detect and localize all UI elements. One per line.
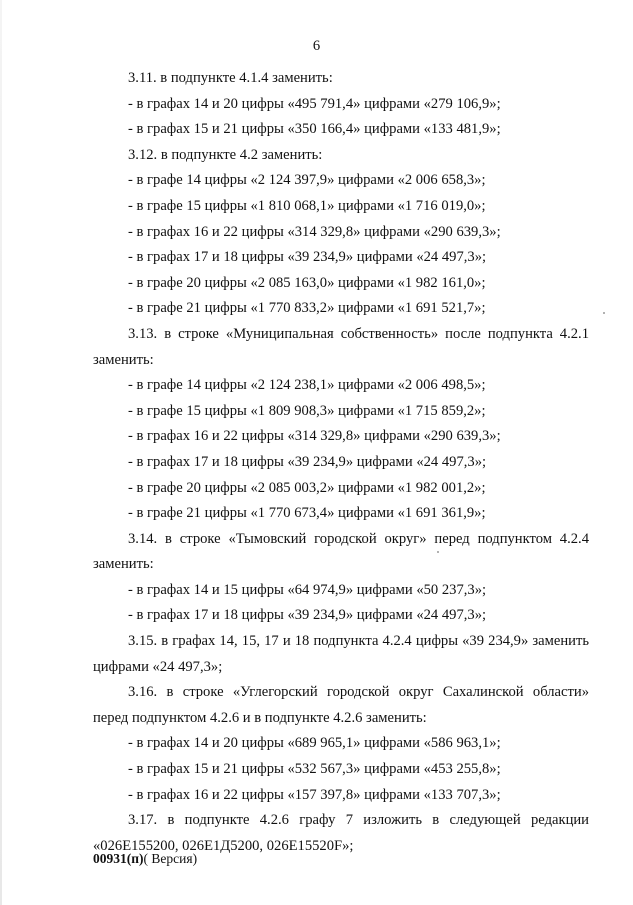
replacement-line: - в графах 17 и 18 цифры «39 234,9» цифрами «24 497,3»;	[128, 249, 487, 266]
replacement-line: - в графе 14 цифры «2 124 238,1» цифрами «2 006 498,5»;	[128, 377, 486, 394]
item-heading-3-13: 3.13. в строке «Муниципальная собственность» после подпункта 4.2.1	[128, 325, 589, 342]
item-heading-3-16: 3.16. в строке «Углегорский городской округ Сахалинской области»	[128, 684, 589, 701]
replacement-line: - в графе 21 цифры «1 770 833,2» цифрами «1 691 521,7»;	[128, 300, 486, 317]
replacement-line: - в графах 17 и 18 цифры «39 234,9» цифрами «24 497,3»;	[128, 453, 487, 470]
item-heading-3-17: 3.17. в подпункте 4.2.6 графу 7 изложить в следующей редакции	[128, 812, 589, 829]
document-version: ( Версия)	[143, 851, 198, 866]
replacement-line: - в графах 17 и 18 цифры «39 234,9» цифрами «24 497,3»;	[128, 607, 487, 624]
item-heading-3-17-continuation: «026Е155200, 026Е1Д5200, 026Е15520F»;	[93, 837, 354, 854]
replacement-line: - в графах 15 и 21 цифры «532 567,3» цифрами «453 255,8»;	[128, 761, 501, 778]
scan-speck	[437, 551, 439, 553]
replacement-line: - в графах 14 и 20 цифры «689 965,1» цифрами «586 963,1»;	[128, 735, 501, 752]
item-heading-3-15: 3.15. в графах 14, 15, 17 и 18 подпункта 4.2.4 цифры «39 234,9» заменить	[128, 633, 589, 650]
page-number: 6	[312, 38, 321, 54]
replacement-line: - в графе 20 цифры «2 085 163,0» цифрами «1 982 161,0»;	[128, 274, 486, 291]
document-body	[93, 66, 589, 859]
replacement-line: - в графе 15 цифры «1 809 908,3» цифрами «1 715 859,2»;	[128, 402, 486, 419]
replacement-line: - в графе 20 цифры «2 085 003,2» цифрами «1 982 001,2»;	[128, 479, 486, 496]
item-heading-3-14-continuation: заменить:	[93, 556, 154, 573]
document-footer	[93, 850, 197, 868]
replacement-line: - в графах 15 и 21 цифры «350 166,4» цифрами «133 481,9»;	[128, 121, 501, 138]
page-edge-shadow	[0, 0, 2, 905]
item-heading-3-13-continuation: заменить:	[93, 351, 154, 368]
item-heading-3-12: 3.12. в подпункте 4.2 заменить:	[128, 146, 323, 163]
replacement-line: - в графах 14 и 15 цифры «64 974,9» цифрами «50 237,3»;	[128, 581, 487, 598]
item-heading-3-11: 3.11. в подпункте 4.1.4 заменить:	[128, 70, 333, 86]
item-heading-3-16-continuation: перед подпунктом 4.2.6 и в подпункте 4.2.6 заменить:	[93, 709, 427, 726]
scan-speck	[603, 312, 605, 314]
replacement-line: - в графах 16 и 22 цифры «314 329,8» цифрами «290 639,3»;	[128, 428, 501, 445]
replacement-line: - в графах 14 и 20 цифры «495 791,4» цифрами «279 106,9»;	[128, 95, 501, 112]
document-code: 00931(п)	[93, 851, 144, 866]
item-heading-3-14: 3.14. в строке «Тымовский городской округ» перед подпунктом 4.2.4	[128, 530, 589, 547]
replacement-line: - в графах 16 и 22 цифры «314 329,8» цифрами «290 639,3»;	[128, 223, 501, 240]
replacement-line: - в графе 21 цифры «1 770 673,4» цифрами «1 691 361,9»;	[128, 505, 486, 522]
replacement-line: - в графах 16 и 22 цифры «157 397,8» цифрами «133 707,3»;	[128, 786, 501, 803]
replacement-line: - в графе 14 цифры «2 124 397,9» цифрами «2 006 658,3»;	[128, 172, 486, 189]
replacement-line: - в графе 15 цифры «1 810 068,1» цифрами «1 716 019,0»;	[128, 197, 486, 214]
item-heading-3-15-continuation: цифрами «24 497,3»;	[93, 658, 223, 675]
